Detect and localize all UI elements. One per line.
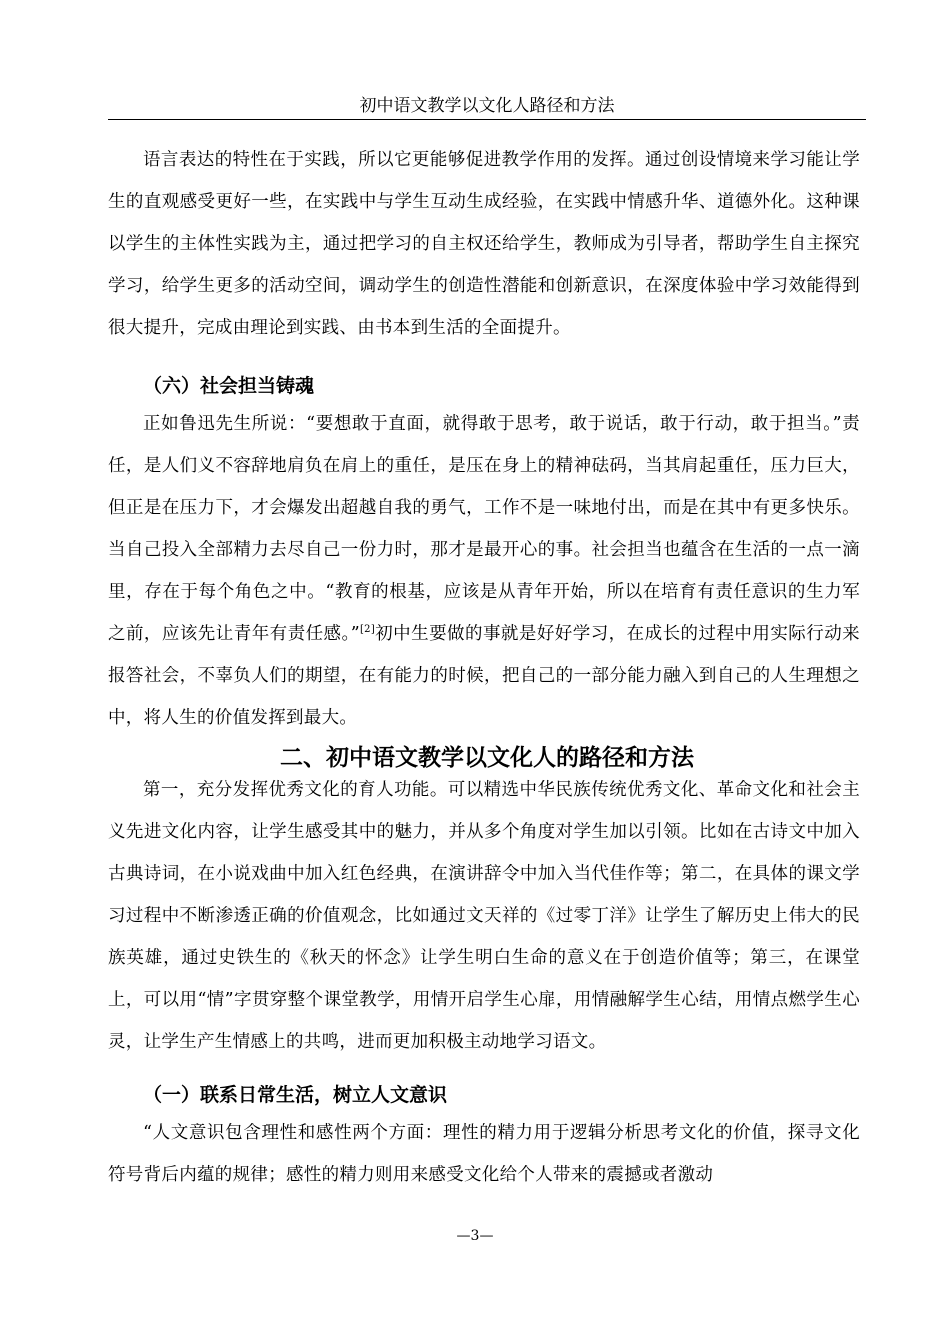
- paragraph-responsibility: [108, 403, 860, 739]
- citation-ref: [2]: [359, 624, 376, 636]
- section-heading-2: 二、初中语文教学以文化人的路径和方法: [280, 745, 694, 771]
- paragraph-methods: 第一，充分发挥优秀文化的育人功能。可以精选中华民族传统优秀文化、革命文化和社会主义先进文化内容，让学生感受其中的魅力，并从多个角度对学生加以引领。比如在古诗文中加入古典诗词，在小说戏曲中加入红色经典，在演讲辞令中加入当代佳作等；第二，在具体的课文学习过程中不断渗透正确的价值观念，比如通过文天祥的《过零丁洋》让学生了解历史上伟大的民族英雄，通过史铁生的《秋天的怀念》让学生明白生命的意义在于创造价值等；第三，在课堂上，可以用“情”字贯穿整个课堂教学，用情开启学生心扉，用情融解学生心结，用情点燃学生心灵，让学生产生情感上的共鸣，进而更加积极主动地学习语文。: [108, 780, 860, 1052]
- paragraph-practice: 语言表达的特性在于实践，所以它更能够促进教学作用的发挥。通过创设情境来学习能让学生的直观感受更好一些，在实践中与学生互动生成经验，在实践中情感升华、道德外化。这种课以学生的主体性实践为主，通过把学习的自主权还给学生，教师成为引导者，帮助学生自主探究学习，给学生更多的活动空间，调动学生的创造性潜能和创新意识，在深度体验中学习效能得到很大提升，完成由理论到实践、由书本到生活的全面提升。: [108, 150, 860, 338]
- paragraph-responsibility-part1: 正如鲁迅先生所说：“要想敢于直面，就得敢于思考，敢于说话，敢于行动，敢于担当。”责任，是人们义不容辞地肩负在肩上的重任，是压在身上的精神砝码，当其肩起重任，压力巨大，但正是在压力下，才会爆发出超越自我的勇气，工作不是一味地付出，而是在其中有更多快乐。当自己投入全部精力去尽自己一份力时，那才是最开心的事。社会担当也蕴含在生活的一点一滴里，存在于每个角色之中。“教育的根基，应该是从青年开始，所以在培育有责任意识的生力军之前，应该先让青年有责任感。”: [108, 414, 860, 644]
- header-divider: [108, 119, 866, 120]
- subheading-social-responsibility: （六）社会担当铸魂: [143, 375, 315, 397]
- paragraph-humanistic: “人文意识包含理性和感性两个方面：理性的精力用于逻辑分析思考文化的价值，探寻文化符号背后内蕴的规律；感性的精力则用来感受文化给个人带来的震撼或者激动: [108, 1123, 860, 1185]
- subheading-daily-life: （一）联系日常生活，树立人文意识: [143, 1084, 448, 1106]
- running-header: 初中语文教学以文化人路径和方法: [359, 96, 615, 116]
- page-number: —3—: [456, 1228, 494, 1244]
- paragraph-responsibility-part2: 初中生要做的事就是好好学习，在成长的过程中用实际行动来报答社会，不辜负人们的期望，在有能力的时候，把自己的一部分能力融入到自己的人生理想之中，将人生的价值发挥到最大。: [108, 624, 860, 728]
